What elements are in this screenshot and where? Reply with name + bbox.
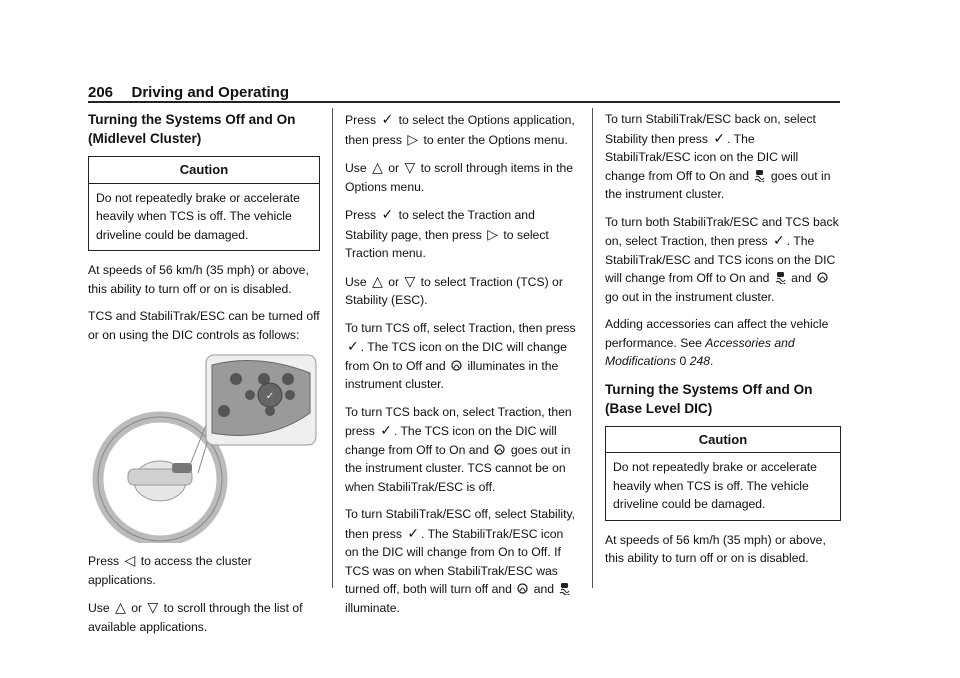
svg-text:✓: ✓ [265,391,275,402]
down-triangle-icon: ▽ [404,272,416,289]
check-icon: ✓ [380,422,392,438]
column-divider [332,108,333,588]
caution-box [88,156,320,251]
column-1 [88,110,320,645]
paragraph: Use △ or ▽ to scroll through items in the Options menu. [345,159,574,194]
paragraph: To turn StabiliTrak/ESC off, select Stability, then press ✓ . The StabiliTrak/ESC icon on the DIC will change from On to Off. If TCS was on when StabiliTrak/ESC was turned off, both will turn off and and illuminate. [345,507,576,615]
page-number: 206 [88,84,114,101]
header-rule [88,101,840,103]
stabilitrak-off-icon [559,582,570,595]
paragraph: At speeds of 56 km/h (35 mph) or above, this ability to turn off or on is disabled. [605,532,826,565]
up-triangle-icon: △ [115,599,126,615]
paragraph: Press ◁ to access the cluster applications. [88,552,252,587]
cross-reference-link[interactable]: Accessories and Modifications [605,335,795,368]
paragraph: To turn TCS off, select Traction, then press ✓ . The TCS icon on the DIC will change from On to Off and illuminates in the instrument cluster. [345,320,576,391]
page-reference[interactable]: 248 [689,354,711,368]
caution-box [605,426,841,521]
traction-off-icon [517,582,528,595]
column-divider [592,108,593,588]
down-triangle-icon: ▽ [404,159,416,175]
paragraph: To turn TCS back on, select Traction, then press ✓ . The TCS icon on the DIC will change from Off to On and goes out in the instrument cluster. TCS cannot be on when StabiliTrak/ESC is off. [345,404,572,494]
traction-off-icon [494,443,505,456]
caution-title: Caution [89,157,319,184]
traction-off-icon [817,271,828,284]
heading-base-level: Turning the Systems Off and On (Base Level DIC) [605,381,813,416]
back-triangle-icon: ◁ [124,552,136,568]
stabilitrak-off-icon [754,169,765,182]
down-triangle-icon: ▽ [147,599,159,615]
heading-midlevel: Turning the Systems Off and On (Midlevel Cluster) [88,112,296,146]
stabilitrak-off-icon [775,271,786,284]
up-triangle-icon: △ [372,272,383,289]
check-icon: ✓ [407,524,420,541]
caution-text: Do not repeatedly brake or accelerate heavily when TCS is off. The vehicle driveline could be damaged. [613,460,817,511]
paragraph: To turn both StabiliTrak/ESC and TCS back on, select Traction, then press ✓ . The StabiliTrak/ESC and TCS icons on the DIC will change from Off to On and and go out in the instrument cluster. [605,214,839,304]
page-arrow: 0 [679,354,687,368]
check-icon: ✓ [381,111,394,127]
right-triangle-icon: ▷ [407,130,419,147]
paragraph: Press ✓ to select the Options application, then press ▷ to enter the Options menu. [345,111,575,147]
paragraph: To turn StabiliTrak/ESC back on, select Stability then press ✓ . The StabiliTrak/ESC icon on the DIC will change from Off to On and goes out in the instrument cluster. [605,112,831,201]
check-icon: ✓ [713,129,726,146]
paragraph: Use △ or ▽ to scroll through the list of available applications. [88,599,303,634]
traction-off-icon [451,359,462,372]
right-triangle-icon: ▷ [487,225,499,242]
check-icon: ✓ [347,338,359,354]
section-title: Driving and Operating [131,84,289,101]
caution-text: Do not repeatedly brake or accelerate heavily when TCS is off. The vehicle driveline could be damaged. [96,190,300,242]
paragraph: Adding accessories can affect the vehicle performance. See Accessories and Modifications 0 248. [605,317,829,368]
steering-wheel-figure [88,353,320,543]
column-3 [605,110,841,577]
up-triangle-icon: △ [372,159,383,175]
paragraph: Press ✓ to select the Traction and Stability page, then press ▷ to select Traction menu. [345,206,549,260]
caution-title: Caution [606,427,840,454]
check-icon: ✓ [381,206,394,222]
paragraph: TCS and StabiliTrak/ESC can be turned off or on using the DIC controls as follows: [88,309,320,342]
paragraph: At speeds of 56 km/h (35 mph) or above, this ability to turn off or on is disabled. [88,263,309,296]
paragraph: Use △ or ▽ to select Traction (TCS) or Stability (ESC). [345,272,563,307]
check-icon: ✓ [772,232,785,248]
column-2 [345,110,579,626]
